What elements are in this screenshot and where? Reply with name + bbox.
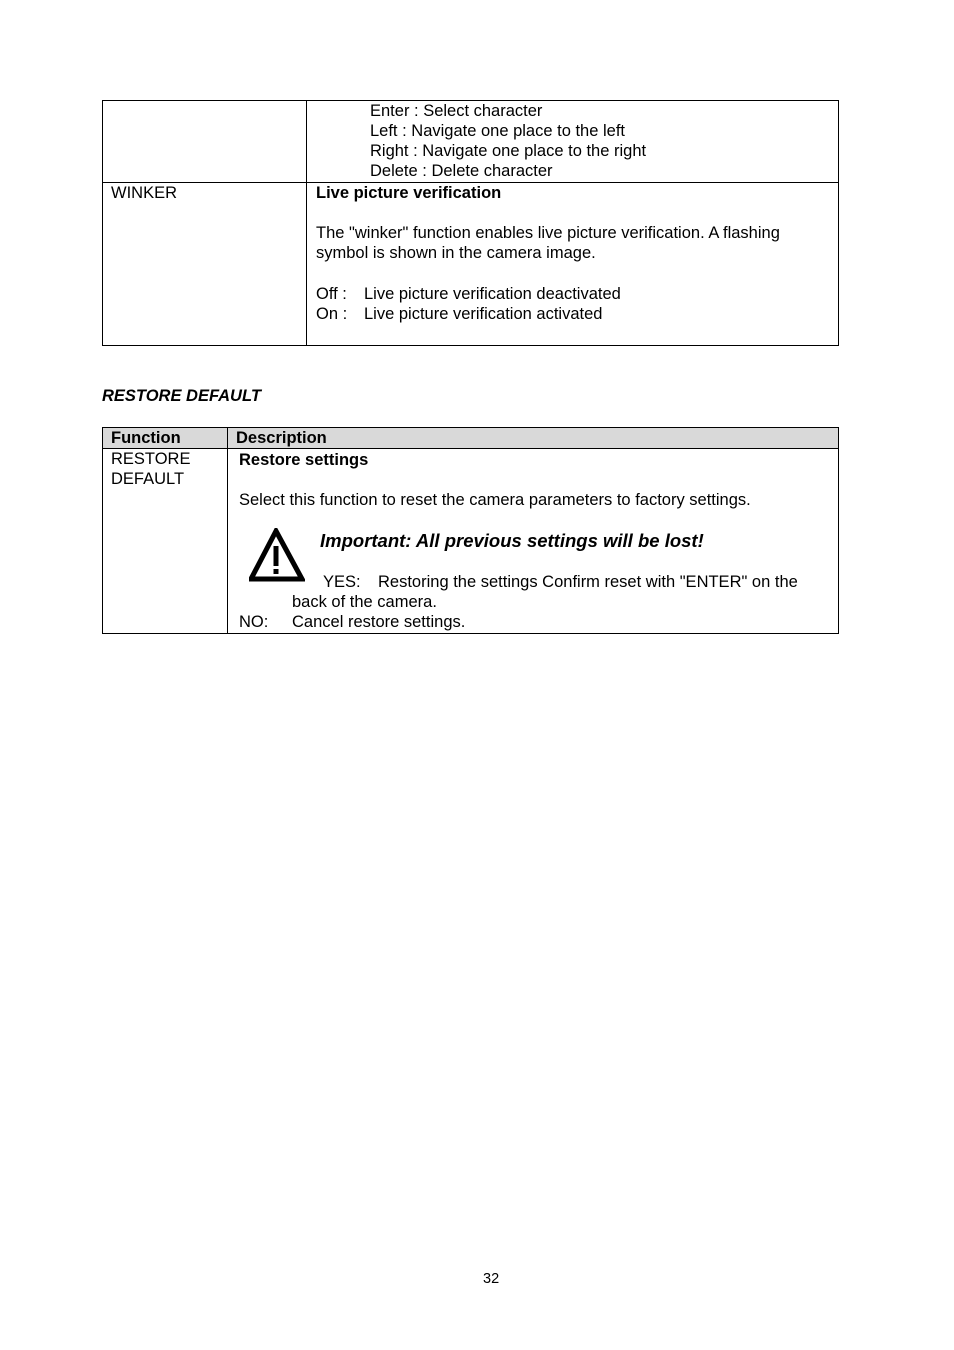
winker-paragraph-line1: The "winker" function enables live picture verification. A flashing	[316, 224, 780, 242]
page-number: 32	[483, 1271, 500, 1287]
winker-paragraph-line2: symbol is shown in the camera image.	[316, 244, 596, 262]
winker-off-text: Live picture verification deactivated	[364, 285, 621, 303]
table2-border-left	[102, 427, 103, 634]
table2-border-right	[838, 427, 839, 634]
table2-border-divider	[227, 427, 228, 634]
key-help-left: Left : Navigate one place to the left	[370, 122, 626, 140]
winker-title: Live picture verification	[316, 184, 502, 202]
table2-border-bottom	[102, 633, 839, 634]
table1-border-bottom	[102, 345, 839, 346]
table1-border-left	[102, 100, 103, 346]
restore-no-key: NO:	[239, 613, 269, 631]
key-help-right: Right : Navigate one place to the right	[370, 142, 647, 160]
restore-title: Restore settings	[239, 451, 369, 469]
important-warning: Important: All previous settings will be lost!	[320, 530, 704, 551]
table2-header-description: Description	[236, 429, 327, 447]
section-heading: RESTORE DEFAULT	[102, 387, 261, 405]
key-help-delete: Delete : Delete character	[370, 162, 553, 180]
restore-paragraph: Select this function to reset the camera parameters to factory settings.	[239, 491, 751, 509]
warning-triangle-icon	[249, 528, 305, 582]
restore-function-line1: RESTORE	[111, 450, 191, 468]
table2-border-top	[102, 427, 839, 428]
winker-on-text: Live picture verification activated	[364, 305, 603, 323]
table1-border-right	[838, 100, 839, 346]
table1-border-divider	[306, 100, 307, 346]
restore-function-line2: DEFAULT	[111, 470, 185, 488]
restore-yes-text-line2: back of the camera.	[292, 593, 437, 611]
winker-on-key: On :	[316, 305, 348, 323]
key-help-enter: Enter : Select character	[370, 102, 543, 120]
table1-row2-function: WINKER	[111, 184, 177, 202]
restore-yes-text-line1: Restoring the settings Confirm reset with "ENTER" on the	[378, 573, 798, 591]
restore-no-text: Cancel restore settings.	[292, 613, 466, 631]
table2-header-function: Function	[111, 429, 181, 447]
table2-border-header	[102, 448, 839, 449]
restore-yes-key: YES:	[323, 573, 361, 591]
winker-off-key: Off :	[316, 285, 347, 303]
table2-header-row	[102, 427, 839, 448]
